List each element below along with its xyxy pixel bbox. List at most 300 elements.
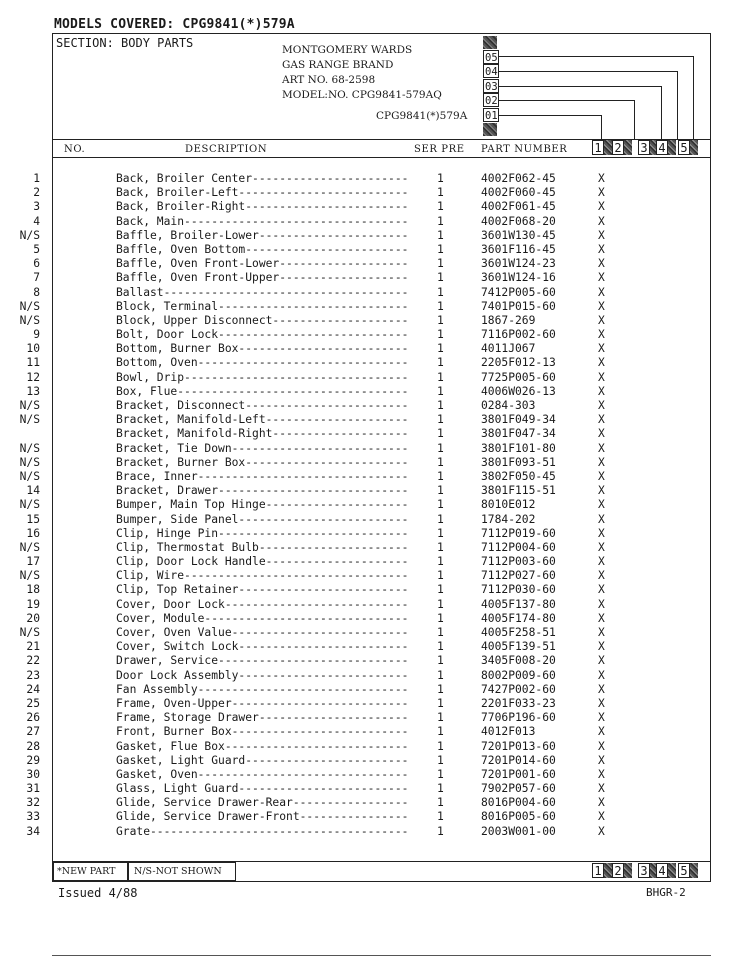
table-row [0,385,750,399]
item-model-mark: X [598,399,605,412]
item-quantity: 1 [437,654,444,668]
item-model-mark: X [598,498,605,512]
item-description: Box, Flue---------------------------------- [116,384,409,398]
item-model-mark: X [598,696,605,710]
item-model-mark: X [598,455,605,469]
table-row [0,640,750,654]
table-row [0,271,750,285]
version-code-03: 03 [485,81,498,93]
table-row [0,399,750,413]
item-number: 19 [26,597,40,611]
item-description: Clip, Hinge Pin---------------------------- [116,526,409,540]
item-part-number: 7112P003-60 [481,555,556,569]
item-quantity: 1 [437,569,444,583]
item-quantity: 1 [437,583,444,597]
item-model-mark: X [598,285,605,299]
item-number: 22 [26,654,40,668]
item-part-number: 7412P005-60 [481,285,556,299]
item-model-mark: X [598,654,605,668]
table-row [0,669,750,683]
item-description: Gasket, Flue Box--------------------------- [116,739,409,753]
item-description: Baffle, Oven Front-Lower------------------- [116,257,409,271]
item-quantity: 1 [437,498,444,512]
table-row [0,654,750,668]
table-row [0,484,750,498]
item-model-mark: X [598,356,605,370]
column-header-ser-pre: SER PRE [414,144,465,155]
item-number: 34 [26,824,40,838]
item-quantity: 1 [437,711,444,725]
item-description: Frame, Storage Drawer---------------------- [116,711,409,725]
item-number: N/S [19,455,40,469]
item-quantity: 1 [437,526,444,540]
table-row [0,513,750,527]
item-part-number: 4012F013 [481,725,536,739]
item-number: N/S [19,413,40,427]
column-number-3: 3 [638,140,650,155]
item-number: 6 [33,257,40,271]
item-description: Back, Broiler-Right------------------------ [116,200,409,214]
item-quantity: 1 [437,668,444,682]
item-description: Bottom, Oven------------------------------- [116,356,409,370]
item-number: 15 [26,512,40,526]
table-row [0,810,750,824]
item-number: 30 [26,767,40,781]
version-code-05: 05 [485,52,498,64]
item-model-mark: X [598,668,605,682]
item-part-number: 7706P196-60 [481,711,556,725]
item-description: Drawer, Service---------------------------- [116,654,409,668]
item-part-number: 7201P013-60 [481,739,556,753]
item-model-mark: X [598,299,605,313]
item-part-number: 3405F008-20 [481,654,556,668]
item-quantity: 1 [437,696,444,710]
item-description: Glide, Service Drawer-Rear----------------- [116,796,409,810]
item-part-number: 7427P002-60 [481,682,556,696]
item-part-number: 7902P057-60 [481,782,556,796]
table-row [0,215,750,229]
item-part-number: 3801F115-51 [481,484,556,498]
table-row [0,711,750,725]
table-row [0,442,750,456]
column-number-shade [690,140,698,155]
item-quantity: 1 [437,413,444,427]
item-number: N/S [19,399,40,412]
column-header-part-number: PART NUMBER [481,144,568,155]
table-row [0,612,750,626]
item-description: Grate-------------------------------------- [116,824,409,838]
item-description: Baffle, Broiler-Lower---------------------- [116,228,409,242]
item-description: Block, Terminal---------------------------- [116,299,409,313]
item-model-mark: X [598,569,605,583]
item-model-mark: X [598,242,605,256]
item-model-mark: X [598,711,605,725]
item-number: 4 [33,214,40,228]
item-part-number: 4005F258-51 [481,626,556,639]
footer-column-number-1: 1 [592,863,604,878]
item-description: Bracket, Burner Box------------------------ [116,455,409,469]
item-quantity: 1 [437,626,444,639]
item-model-mark: X [598,753,605,767]
item-model-mark: X [598,271,605,285]
item-number: 17 [26,555,40,569]
table-row [0,172,750,186]
item-part-number: 4005F137-80 [481,597,556,611]
item-part-number: 1867-269 [481,313,536,327]
table-row [0,456,750,470]
item-part-number: 7201P014-60 [481,753,556,767]
table-row [0,300,750,314]
item-number: 8 [33,285,40,299]
table-row [0,342,750,356]
item-number: 21 [26,640,40,654]
table-row [0,328,750,342]
item-model-mark: X [598,782,605,796]
item-part-number: 4002F062-45 [481,172,556,185]
item-description: Bumper, Main Top Hinge--------------------- [116,498,409,512]
item-description: Cover, Switch Lock------------------------- [116,640,409,654]
issued-date: Issued 4/88 [58,886,138,900]
item-number: 33 [26,810,40,824]
item-quantity: 1 [437,271,444,285]
item-number: 28 [26,739,40,753]
item-number: N/S [19,441,40,455]
models-covered-header: MODELS COVERED: CPG9841(*)579A [54,17,295,32]
item-quantity: 1 [437,611,444,625]
item-description: Bumper, Side Panel------------------------- [116,512,409,526]
item-quantity: 1 [437,384,444,398]
item-quantity: 1 [437,597,444,611]
column-number-1: 1 [592,140,604,155]
item-model-mark: X [598,370,605,384]
item-model-mark: X [598,682,605,696]
item-model-mark: X [598,342,605,356]
item-quantity: 1 [437,299,444,313]
item-quantity: 1 [437,540,444,554]
item-description: Bracket, Tie Down-------------------------- [116,441,409,455]
page-code: BHGR-2 [646,886,686,899]
item-part-number: 7725P005-60 [481,370,556,384]
column-header-description: DESCRIPTION [185,144,268,155]
item-quantity: 1 [437,682,444,696]
item-part-number: 4006W026-13 [481,384,556,398]
item-quantity: 1 [437,285,444,299]
item-description: Bowl, Drip--------------------------------- [116,370,409,384]
table-row [0,782,750,796]
item-quantity: 1 [437,342,444,356]
table-row [0,229,750,243]
item-part-number: 3801F049-34 [481,413,556,427]
item-part-number: 2201F033-23 [481,696,556,710]
item-number: 3 [33,200,40,214]
item-model-mark: X [598,540,605,554]
table-row [0,754,750,768]
column-number-shade [690,863,698,878]
item-number: N/S [19,626,40,639]
item-part-number: 7112P004-60 [481,540,556,554]
item-quantity: 1 [437,810,444,824]
item-model-mark: X [598,413,605,427]
item-model-mark: X [598,583,605,597]
item-description: Ballast------------------------------------ [116,285,409,299]
item-model-mark: X [598,427,605,441]
item-model-mark: X [598,526,605,540]
table-row [0,356,750,370]
item-number: N/S [19,228,40,242]
item-quantity: 1 [437,796,444,810]
item-description: Bracket, Manifold-Left--------------------- [116,413,409,427]
column-header-no: NO. [64,144,86,155]
table-row [0,683,750,697]
item-description: Cover, Module------------------------------ [116,611,409,625]
version-marker-top [483,36,497,49]
item-part-number: 8002P009-60 [481,668,556,682]
table-row [0,257,750,271]
item-description: Gasket, Oven------------------------------- [116,767,409,781]
item-model-mark: X [598,200,605,214]
footer-column-number-2: 2 [612,863,624,878]
item-quantity: 1 [437,399,444,412]
item-quantity: 1 [437,214,444,228]
item-number: 12 [26,370,40,384]
item-description: Bracket, Disconnect------------------------ [116,399,409,412]
item-quantity: 1 [437,172,444,185]
art-number: ART NO. 68-2598 [282,74,376,86]
not-shown-legend: N/S-NOT SHOWN [128,862,236,881]
table-row [0,527,750,541]
table-row [0,413,750,427]
item-quantity: 1 [437,512,444,526]
item-part-number: 7112P030-60 [481,583,556,597]
item-description: Bottom, Burner Box------------------------- [116,342,409,356]
item-part-number: 3801F093-51 [481,455,556,469]
item-description: Cover, Oven Value-------------------------- [116,626,409,639]
item-part-number: 3801F101-80 [481,441,556,455]
item-number: 20 [26,611,40,625]
column-number-shade [624,140,632,155]
item-model-mark: X [598,313,605,327]
item-model-mark: X [598,725,605,739]
item-description: Back, Broiler-Left------------------------- [116,186,409,200]
item-description: Clip, Wire--------------------------------- [116,569,409,583]
item-number: N/S [19,540,40,554]
item-part-number: 3601W124-23 [481,257,556,271]
item-description: Cover, Door Lock--------------------------- [116,597,409,611]
table-row [0,470,750,484]
item-description: Brace, Inner------------------------------- [116,469,409,483]
item-number: 25 [26,696,40,710]
item-number: 14 [26,484,40,498]
item-quantity: 1 [437,484,444,498]
column-number-2: 2 [612,140,624,155]
item-number: 31 [26,782,40,796]
item-number: 16 [26,526,40,540]
item-part-number: 3601W124-16 [481,271,556,285]
new-part-legend: *NEW PART [53,862,128,881]
version-code-01: 01 [485,110,498,122]
item-part-number: 8016P004-60 [481,796,556,810]
column-number-shade [668,140,676,155]
item-quantity: 1 [437,313,444,327]
footer-column-number-5: 5 [678,863,690,878]
item-number: N/S [19,313,40,327]
item-model-mark: X [598,796,605,810]
item-description: Back, Main--------------------------------- [116,214,409,228]
table-row [0,555,750,569]
item-part-number: 7112P019-60 [481,526,556,540]
table-row [0,286,750,300]
item-quantity: 1 [437,469,444,483]
item-number: 18 [26,583,40,597]
item-model-mark: X [598,611,605,625]
model-number: MODEL:NO. CPG9841-579AQ [282,89,442,101]
item-part-number: 3601F116-45 [481,242,556,256]
item-description: Clip, Top Retainer------------------------- [116,583,409,597]
item-description: Door Lock Assembly------------------------- [116,668,409,682]
item-description: Back, Broiler Center----------------------- [116,172,409,185]
item-part-number: 2003W001-00 [481,824,556,838]
item-model-mark: X [598,810,605,824]
item-quantity: 1 [437,753,444,767]
footer-column-number-3: 3 [638,863,650,878]
item-part-number: 8010E012 [481,498,536,512]
item-description: Bracket, Drawer---------------------------- [116,484,409,498]
item-number: 23 [26,668,40,682]
item-part-number: 4011J067 [481,342,536,356]
item-model-mark: X [598,384,605,398]
item-model-mark: X [598,626,605,639]
bottom-rule [52,955,711,956]
item-number: 29 [26,753,40,767]
item-description: Glide, Service Drawer-Front---------------- [116,810,409,824]
table-row [0,697,750,711]
item-quantity: 1 [437,824,444,838]
item-part-number: 2205F012-13 [481,356,556,370]
item-model-mark: X [598,739,605,753]
column-number-shade [668,863,676,878]
item-quantity: 1 [437,356,444,370]
table-row [0,498,750,512]
column-number-shade [604,863,612,878]
item-quantity: 1 [437,640,444,654]
table-row [0,186,750,200]
section-label: SECTION: BODY PARTS [56,36,194,50]
item-quantity: 1 [437,228,444,242]
item-number: 27 [26,725,40,739]
item-quantity: 1 [437,242,444,256]
item-model-mark: X [598,824,605,838]
item-quantity: 1 [437,455,444,469]
column-number-4: 4 [656,140,668,155]
item-part-number: 4002F068-20 [481,214,556,228]
item-number: N/S [19,569,40,583]
item-number: 24 [26,682,40,696]
item-quantity: 1 [437,555,444,569]
item-part-number: 0284-303 [481,399,536,412]
item-description: Clip, Door Lock Handle--------------------- [116,555,409,569]
item-quantity: 1 [437,739,444,753]
brand-line-2: GAS RANGE BRAND [282,59,394,71]
table-row [0,598,750,612]
item-part-number: 7116P002-60 [481,328,556,342]
item-number: N/S [19,299,40,313]
connector-01 [499,115,602,139]
item-description: Fan Assembly------------------------------- [116,682,409,696]
item-number: 5 [33,242,40,256]
table-row [0,725,750,739]
item-description: Block, Upper Disconnect-------------------- [116,313,409,327]
item-number: N/S [19,498,40,512]
item-quantity: 1 [437,725,444,739]
footer-column-number-4: 4 [656,863,668,878]
item-description: Baffle, Oven Front-Upper------------------- [116,271,409,285]
item-quantity: 1 [437,427,444,441]
item-number: 13 [26,384,40,398]
item-part-number: 7112P027-60 [481,569,556,583]
item-part-number: 4002F060-45 [481,186,556,200]
table-row [0,626,750,640]
version-code-02: 02 [485,95,498,107]
brand-line-1: MONTGOMERY WARDS [282,44,413,56]
column-number-shade [624,863,632,878]
table-row [0,243,750,257]
version-code-04: 04 [485,66,498,78]
table-row [0,583,750,597]
item-number: 1 [33,172,40,185]
item-number: 11 [26,356,40,370]
item-description: Clip, Thermostat Bulb---------------------- [116,540,409,554]
item-quantity: 1 [437,767,444,781]
item-model-mark: X [598,328,605,342]
column-number-shade [604,140,612,155]
item-description: Gasket, Light Guard------------------------ [116,753,409,767]
item-description: Baffle, Oven Bottom------------------------ [116,242,409,256]
item-model-mark: X [598,555,605,569]
item-quantity: 1 [437,200,444,214]
item-part-number: 1784-202 [481,512,536,526]
item-part-number: 3802F050-45 [481,469,556,483]
table-row [0,768,750,782]
table-row [0,796,750,810]
parts-list [0,172,750,839]
item-number: 7 [33,271,40,285]
item-description: Glass, Light Guard------------------------- [116,782,409,796]
item-number: 32 [26,796,40,810]
item-part-number: 4005F174-80 [481,611,556,625]
item-model-mark: X [598,597,605,611]
version-marker-bottom [483,123,497,136]
item-part-number: 8016P005-60 [481,810,556,824]
table-row [0,740,750,754]
table-row [0,314,750,328]
item-part-number: 4002F061-45 [481,200,556,214]
item-description: Front, Burner Box-------------------------- [116,725,409,739]
item-quantity: 1 [437,328,444,342]
item-quantity: 1 [437,370,444,384]
item-description: Frame, Oven-Upper-------------------------- [116,696,409,710]
item-quantity: 1 [437,186,444,200]
item-part-number: 7401P015-60 [481,299,556,313]
item-part-number: 3601W130-45 [481,228,556,242]
table-row [0,200,750,214]
item-number: N/S [19,469,40,483]
item-quantity: 1 [437,441,444,455]
table-row [0,427,750,441]
item-model-mark: X [598,512,605,526]
item-part-number: 4005F139-51 [481,640,556,654]
item-model-mark: X [598,469,605,483]
item-part-number: 7201P001-60 [481,767,556,781]
